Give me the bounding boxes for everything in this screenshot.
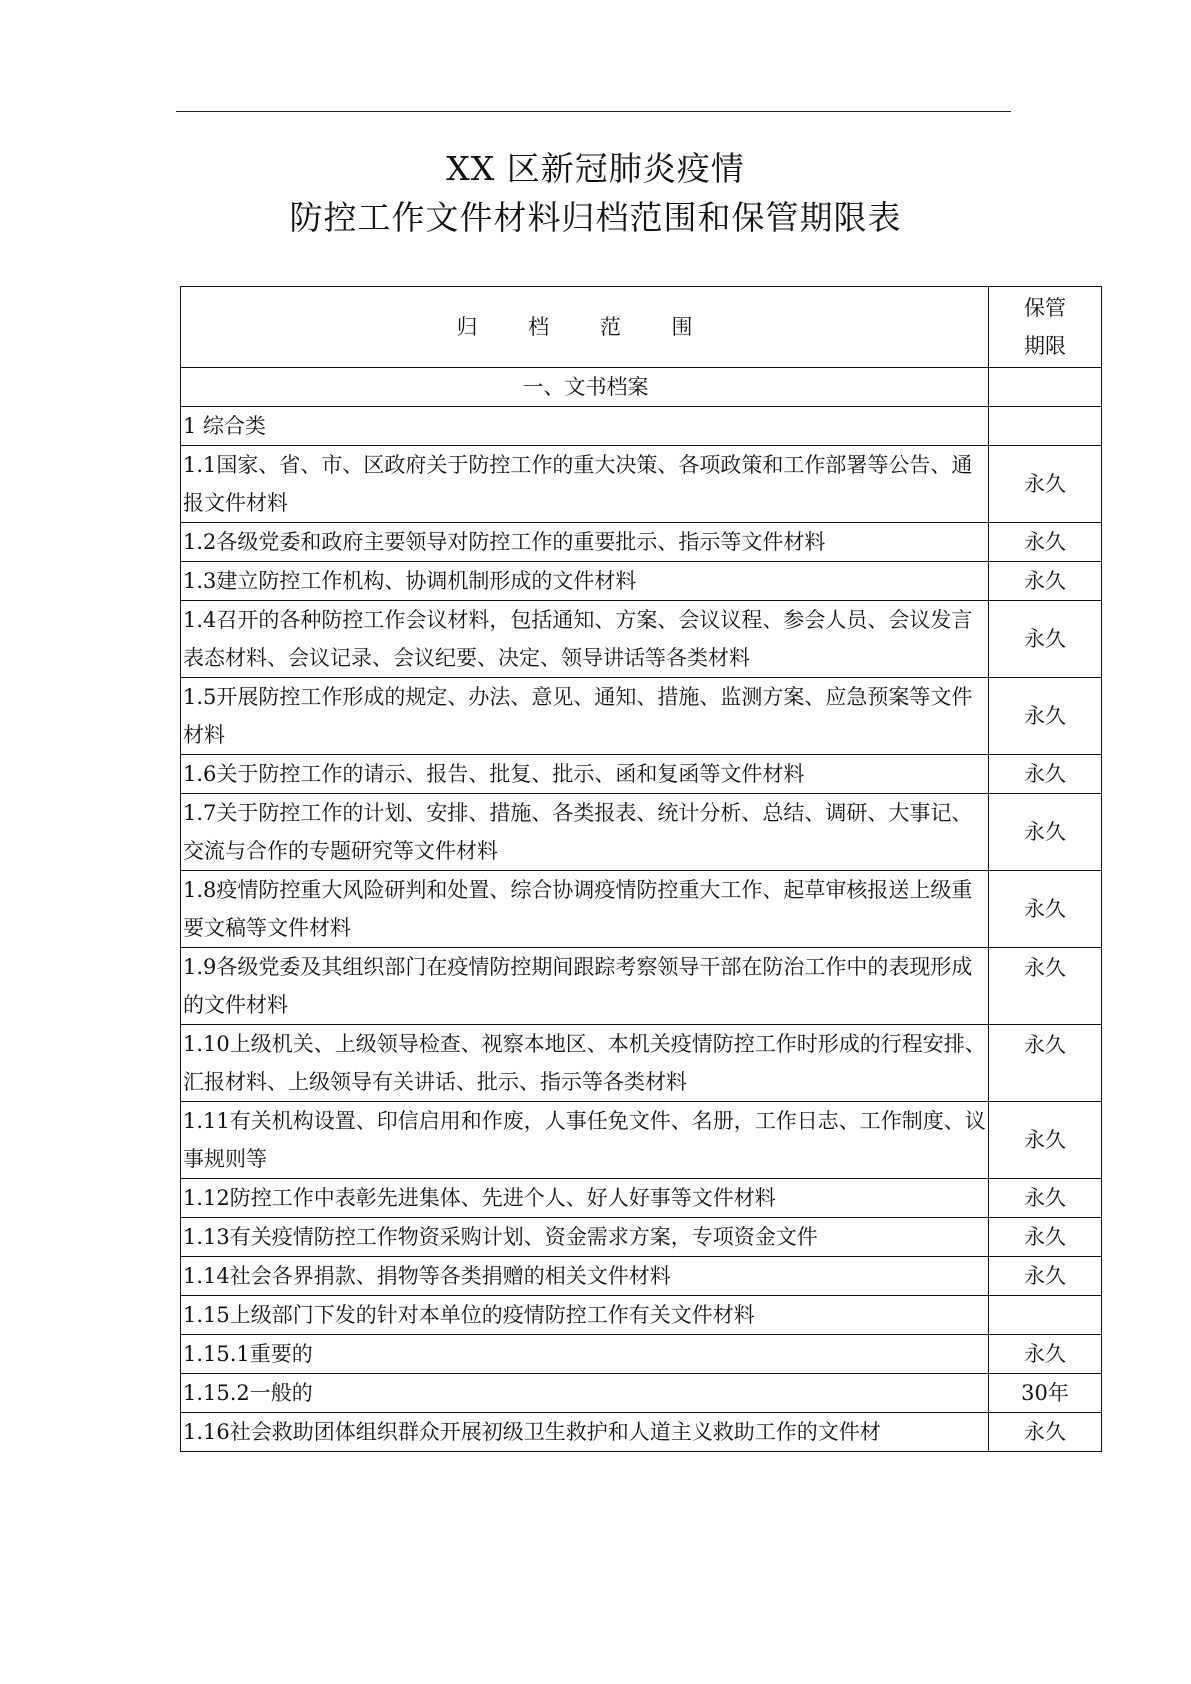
- table-row: [181, 1025, 1102, 1102]
- table-row: [181, 794, 1102, 871]
- header-range-label: 归 档 范 围: [456, 315, 715, 339]
- table-row: [181, 1257, 1102, 1296]
- period-cell: 永久: [989, 871, 1102, 948]
- range-cell: 1.3建立防控工作机构、协调机制形成的文件材料: [181, 562, 989, 601]
- range-cell: 1.7关于防控工作的计划、安排、措施、各类报表、统计分析、总结、调研、大事记、交流与合作的专题研究等文件材料: [181, 794, 989, 871]
- table-row: [181, 368, 1102, 407]
- table-row: [181, 1374, 1102, 1413]
- range-cell: 1.15.1重要的: [181, 1335, 989, 1374]
- range-cell: 1.16社会救助团体组织群众开展初级卫生救护和人道主义救助工作的文件材: [181, 1413, 989, 1452]
- table-row: [181, 562, 1102, 601]
- range-cell: 1.11有关机构设置、印信启用和作废，人事任免文件、名册，工作日志、工作制度、议事规则等: [181, 1102, 989, 1179]
- table-row: [181, 446, 1102, 523]
- range-cell: 1.12防控工作中表彰先进集体、先进个人、好人好事等文件材料: [181, 1179, 989, 1218]
- table-row: [181, 407, 1102, 446]
- document-title-line2: 防控工作文件材料归档范围和保管期限表: [289, 198, 902, 237]
- period-cell: 永久: [989, 562, 1102, 601]
- header-rule: [176, 111, 1011, 112]
- range-cell: 1.4召开的各种防控工作会议材料，包括通知、方案、会议议程、参会人员、会议发言表态材料、会议记录、会议纪要、决定、领导讲话等各类材料: [181, 601, 989, 678]
- range-cell: 1.10上级机关、上级领导检查、视察本地区、本机关疫情防控工作时形成的行程安排、汇报材料、上级领导有关讲话、批示、指示等各类材料: [181, 1025, 989, 1102]
- table-row: [181, 871, 1102, 948]
- range-cell: 1.9各级党委及其组织部门在疫情防控期间跟踪考察领导干部在防治工作中的表现形成的文件材料: [181, 948, 989, 1025]
- table-header-row: [181, 287, 1102, 368]
- table-row: [181, 1102, 1102, 1179]
- period-cell: 永久: [989, 446, 1102, 523]
- period-cell: 永久: [989, 1413, 1102, 1452]
- range-cell: 1.6关于防控工作的请示、报告、批复、批示、函和复函等文件材料: [181, 755, 989, 794]
- period-cell: 永久: [989, 1025, 1102, 1102]
- period-cell: 永久: [989, 1102, 1102, 1179]
- range-cell: 1.15.2一般的: [181, 1374, 989, 1413]
- period-cell: 永久: [989, 678, 1102, 755]
- table-row: [181, 1296, 1102, 1335]
- period-cell: 永久: [989, 1335, 1102, 1374]
- archive-scope-table: [180, 286, 1102, 1452]
- header-period-line1: 保管: [1024, 296, 1066, 320]
- range-cell: 1.1国家、省、市、区政府关于防控工作的重大决策、各项政策和工作部署等公告、通报文件材料: [181, 446, 989, 523]
- table-row: [181, 948, 1102, 1025]
- range-cell: 1 综合类: [181, 407, 989, 446]
- table-row: [181, 1413, 1102, 1452]
- period-cell: 永久: [989, 1179, 1102, 1218]
- period-cell: 30年: [989, 1374, 1102, 1413]
- range-cell: 1.15上级部门下发的针对本单位的疫情防控工作有关文件材料: [181, 1296, 989, 1335]
- range-cell: 1.8疫情防控重大风险研判和处置、综合协调疫情防控重大工作、起草审核报送上级重要文稿等文件材料: [181, 871, 989, 948]
- period-cell: 永久: [989, 948, 1102, 1025]
- period-cell: [989, 407, 1102, 446]
- table-row: [181, 601, 1102, 678]
- period-cell: 永久: [989, 1218, 1102, 1257]
- period-cell: 永久: [989, 523, 1102, 562]
- header-range-cell: [181, 287, 989, 368]
- table-row: [181, 678, 1102, 755]
- range-cell: 1.2各级党委和政府主要领导对防控工作的重要批示、指示等文件材料: [181, 523, 989, 562]
- table-row: [181, 523, 1102, 562]
- period-cell: 永久: [989, 794, 1102, 871]
- range-cell: 一、文书档案: [181, 368, 989, 407]
- range-cell: 1.14社会各界捐款、捐物等各类捐赠的相关文件材料: [181, 1257, 989, 1296]
- table-row: [181, 1335, 1102, 1374]
- table-row: [181, 1179, 1102, 1218]
- table-row: [181, 1218, 1102, 1257]
- table-row: [181, 755, 1102, 794]
- range-cell: 1.13有关疫情防控工作物资采购计划、资金需求方案，专项资金文件: [181, 1218, 989, 1257]
- period-cell: 永久: [989, 601, 1102, 678]
- document-title-line1: XX 区新冠肺炎疫情: [446, 149, 745, 188]
- range-cell: 1.5开展防控工作形成的规定、办法、意见、通知、措施、监测方案、应急预案等文件材料: [181, 678, 989, 755]
- period-cell: 永久: [989, 755, 1102, 794]
- period-cell: 永久: [989, 1257, 1102, 1296]
- header-period-line2: 期限: [1024, 334, 1066, 358]
- period-cell: [989, 368, 1102, 407]
- period-cell: [989, 1296, 1102, 1335]
- header-period-cell: [989, 287, 1102, 368]
